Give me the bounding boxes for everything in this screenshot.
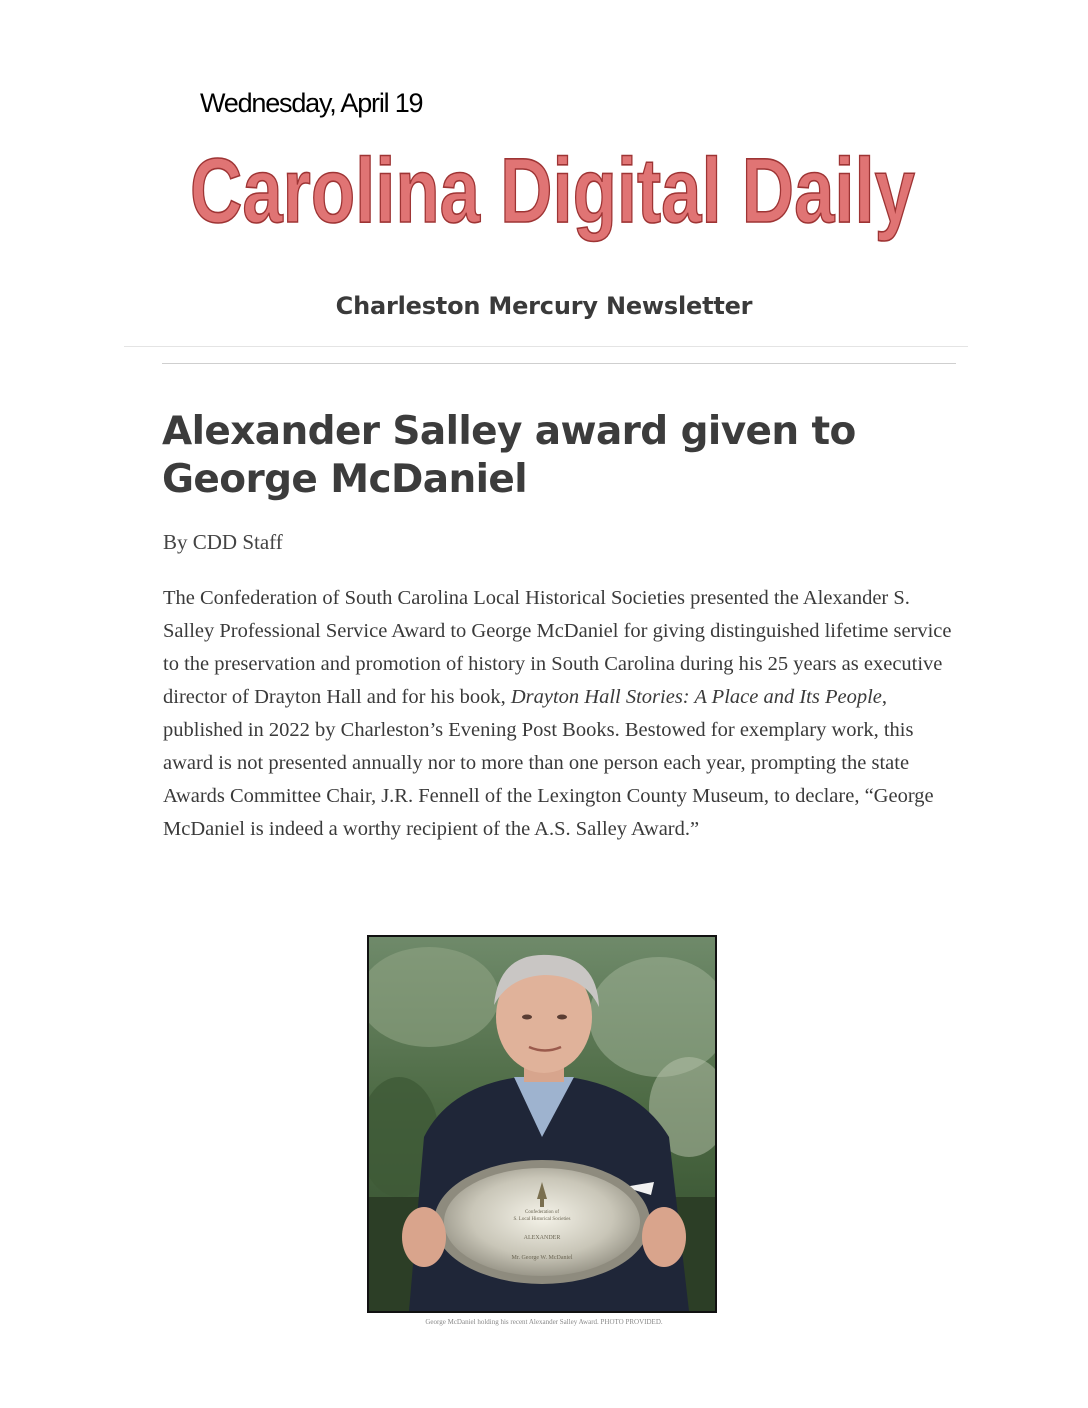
plate-text: S. Local Historical Societies: [513, 1217, 571, 1222]
divider: [162, 363, 956, 364]
newsletter-title: Charleston Mercury Newsletter: [335, 292, 753, 320]
body-text: , published in 2022 by Charleston’s Evening Post Books. Bestowed for exemplary work, this award is not presented annually nor to more than one person each year, prompting the state Awards Committee Chair, J.R. Fennell of the Lexington County Museum, to declare, “George McDaniel is indeed a worthy recipient of the A.S. Salley Award.”: [163, 686, 934, 840]
article-photo: [367, 935, 717, 1313]
article-headline: Alexander Salley award given to George McDaniel: [162, 409, 856, 502]
masthead-logo: [188, 138, 928, 248]
date-line: Wednesday, April 19: [200, 88, 423, 118]
masthead-text: Carolina Digital Daily: [190, 140, 915, 242]
divider: [124, 346, 968, 347]
plate-text: ALEXANDER: [523, 1235, 561, 1241]
book-title: Drayton Hall Stories: A Place and Its People: [510, 686, 882, 708]
plate-text: Mr. George W. McDaniel: [511, 1255, 573, 1261]
body-text: The Confederation of South Carolina Local Historical Societies presented the Alexander S. Salley Professional Service Award to George McDaniel for giving distinguished lifetime service to the preservation and promotion of history in South Carolina during his 25 years as executive director of Drayton Hall and for his book,: [163, 587, 952, 708]
photo-caption: George McDaniel holding his recent Alexander Salley Award. PHOTO PROVIDED.: [425, 1318, 663, 1326]
article-byline: By CDD Staff: [163, 530, 283, 554]
article-body: [163, 582, 963, 846]
plate-text: Confederation of: [524, 1210, 560, 1215]
